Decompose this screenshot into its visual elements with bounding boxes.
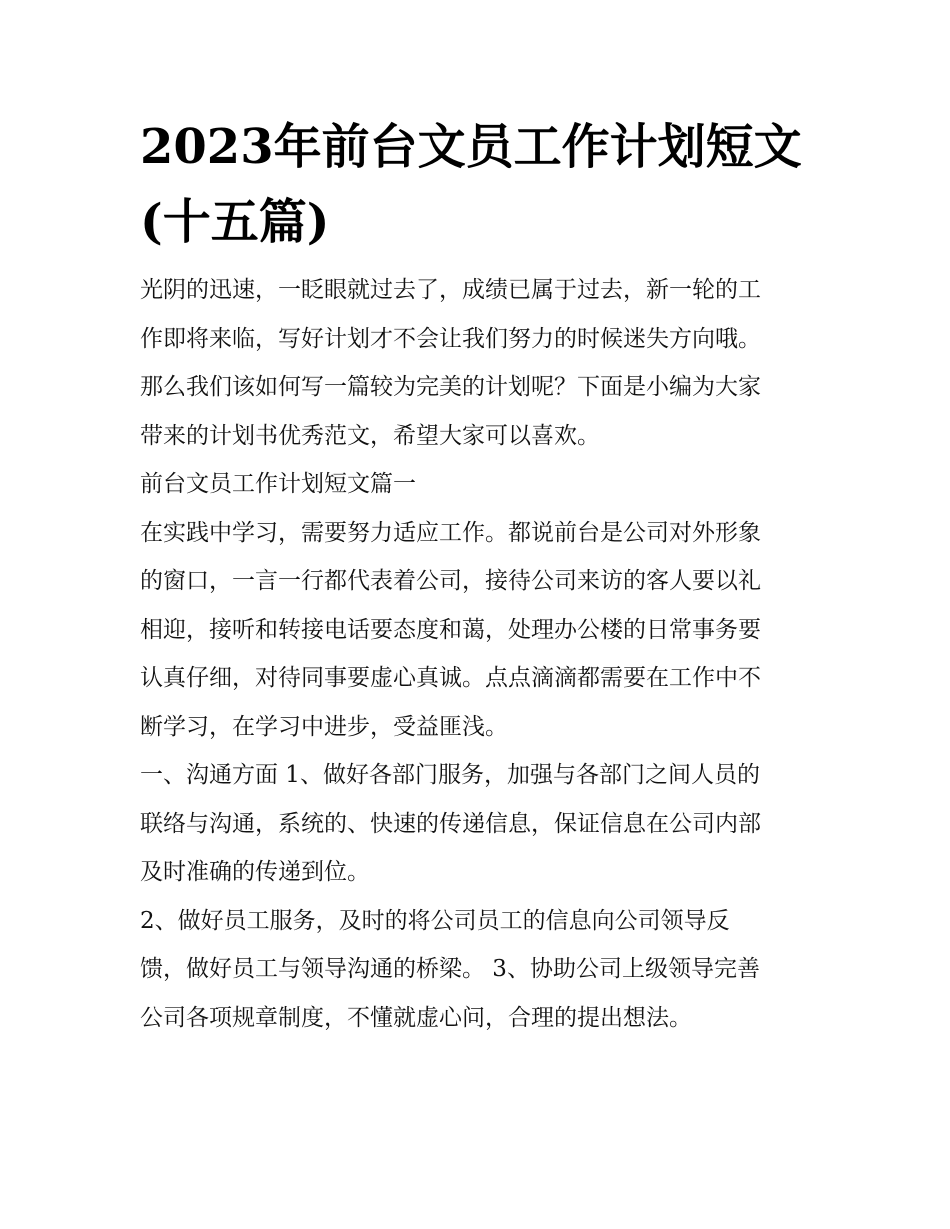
- text-line: 2、做好员工服务，及时的将公司员工的信息向公司领导反: [140, 907, 730, 934]
- text-line: 公司各项规章制度，不懂就虚心问，合理的提出想法。: [140, 1004, 692, 1031]
- document-content: [140, 110, 815, 1042]
- text-line: 馈，做好员工与领导沟通的桥梁。 3、协助公司上级领导完善: [140, 956, 760, 982]
- body-paragraph-2: [140, 751, 815, 897]
- document-title: [140, 110, 815, 260]
- text-line: 在实践中学习，需要努力适应工作。都说前台是公司对外形象: [140, 519, 761, 546]
- text-line: 作即将来临，写好计划才不会让我们努力的时候迷失方向哦。: [140, 325, 761, 352]
- text-line: 光阴的迅速，一眨眼就过去了，成绩已属于过去，新一轮的工: [140, 277, 761, 303]
- text-line: 那么我们该如何写一篇较为完美的计划呢？下面是小编为大家: [140, 374, 761, 400]
- text-line: 及时准确的传递到位。: [140, 859, 370, 885]
- text-line: 带来的计划书优秀范文，希望大家可以喜欢。: [140, 422, 600, 449]
- text-line: 的窗口，一言一行都代表着公司，接待公司来访的客人要以礼: [140, 568, 761, 594]
- text-line: 相迎，接听和转接电话要态度和蔼，处理办公楼的日常事务要: [140, 616, 761, 643]
- text-line: 联络与沟通，系统的、快速的传递信息，保证信息在公司内部: [140, 810, 761, 837]
- body-paragraph-1: [140, 509, 815, 752]
- title-line: 2023年前台文员工作计划短文: [140, 119, 802, 175]
- text-line: 认真仔细，对待同事要虚心真诚。点点滴滴都需要在工作中不: [140, 665, 761, 691]
- text-line: 前台文员工作计划短文篇一: [140, 471, 416, 497]
- intro-paragraph: [140, 266, 815, 460]
- body-paragraph-3: [140, 897, 815, 1043]
- title-line: (十五篇): [140, 194, 330, 250]
- section-heading: [140, 460, 815, 509]
- text-line: 断学习，在学习中进步，受益匪浅。: [140, 713, 508, 740]
- text-line: 一、沟通方面 1、做好各部门服务，加强与各部门之间人员的: [140, 762, 760, 788]
